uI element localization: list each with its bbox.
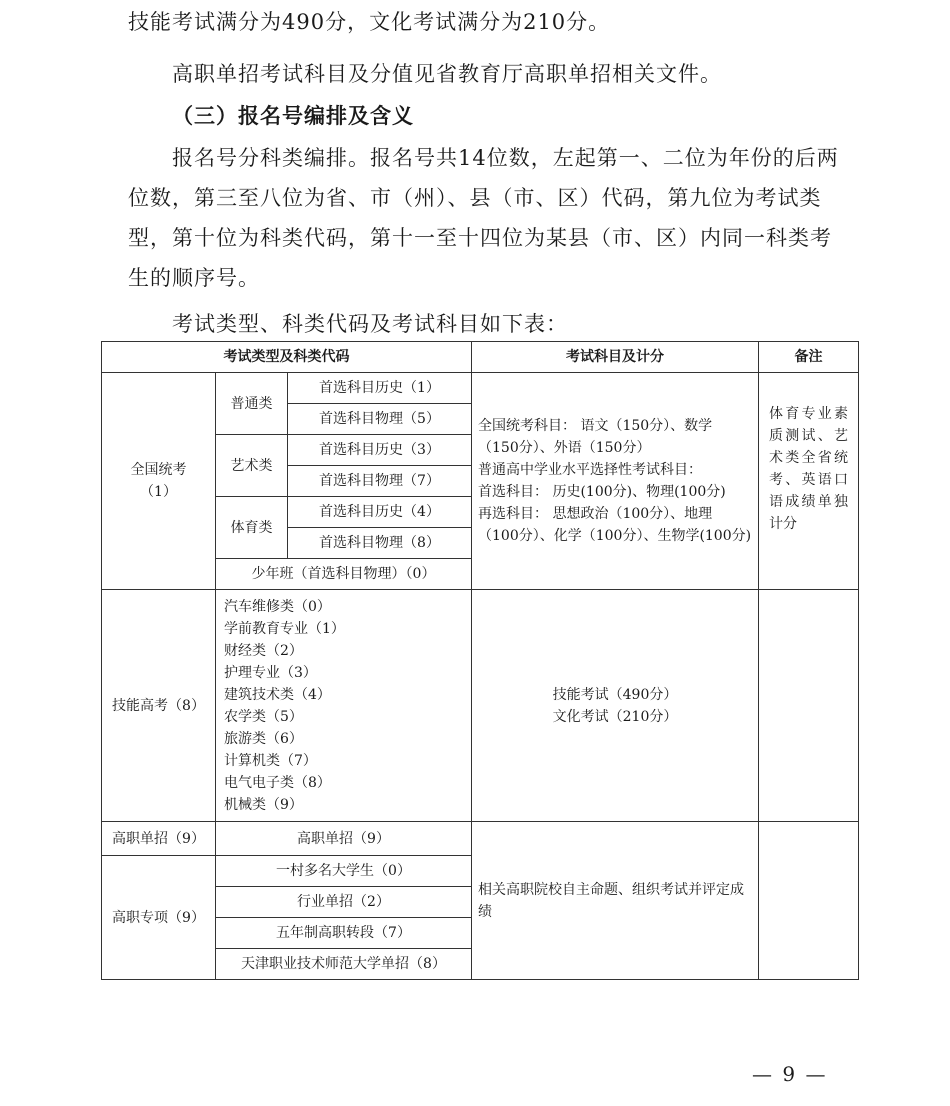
special-item: 一村多名大学生（0） [216, 856, 472, 887]
national-exam-name: 全国统考 [130, 462, 187, 478]
skills-category: 财经类（2） [224, 642, 303, 659]
national-notes-text: 体育专业素质测试、艺术类全省统考、英语口语成绩单独计分 [769, 406, 848, 532]
special-item: 天津职业技术师范大学单招（8） [216, 949, 472, 980]
national-notes-cell [759, 373, 859, 590]
option-art-physics: 首选科目物理（7） [288, 466, 472, 497]
national-subjects-line: 全国统考科目： 语文（150分）、数学（150分）、外语（150分） [478, 418, 713, 456]
option-art-history: 首选科目历史（3） [288, 435, 472, 466]
special-item: 五年制高职转段（7） [216, 918, 472, 949]
option-sports-history: 首选科目历史（4） [288, 497, 472, 528]
vocational-notes-cell [759, 822, 859, 980]
option-general-history: 首选科目历史（1） [288, 373, 472, 404]
skills-category: 护理专业（3） [224, 664, 317, 681]
header-subjects: 考试科目及计分 [472, 342, 759, 373]
single-exam-name: 高职单招（9） [102, 822, 216, 856]
table-row [102, 590, 859, 822]
skills-exam-name: 技能高考（8） [102, 590, 216, 822]
paragraph-single-exam-note: 高职单招考试科目及分值见省教育厅高职单招相关文件。 [172, 62, 722, 86]
national-subjects-line: 首选科目： 历史(100分)、物理(100分) [478, 484, 726, 500]
paragraph-registration-number: 报名号分科类编排。报名号共14位数，左起第一、二位为年份的后两位数，第三至八位为省、市（州）、县（市、区）代码，第九位为考试类型，第十位为科类代码，第十一至十四位为某县（市、区）内同一科类考生的顺序号。 [128, 146, 839, 290]
option-sports-physics: 首选科目物理（8） [288, 528, 472, 559]
header-notes: 备注 [759, 342, 859, 373]
special-item: 行业单招（2） [216, 887, 472, 918]
paragraph-full-score: 技能考试满分为490分，文化考试满分为210分。 [128, 10, 611, 34]
national-exam-code: （1） [140, 484, 177, 500]
skills-category: 计算机类（7） [224, 752, 317, 769]
table-row [102, 373, 859, 404]
national-subjects-cell [472, 373, 759, 590]
page-number: — 9 — [752, 1062, 828, 1086]
group-general: 普通类 [216, 373, 288, 435]
skills-category: 汽车维修类（0） [224, 598, 331, 615]
skills-category: 建筑技术类（4） [224, 686, 331, 703]
table-row [102, 822, 859, 856]
skills-subject: 技能考试（490分） [552, 686, 678, 703]
group-art: 艺术类 [216, 435, 288, 497]
special-exam-name: 高职专项（9） [102, 856, 216, 980]
option-junior-class: 少年班（首选科目物理）（0） [216, 559, 472, 590]
skills-category: 农学类（5） [224, 708, 303, 725]
national-exam-cell [102, 373, 216, 590]
skills-notes-cell [759, 590, 859, 822]
skills-subjects-cell [472, 590, 759, 822]
national-subjects-line: 再选科目： 思想政治（100分）、地理（100分）、化学（100分）、生物学(100分) [478, 506, 752, 544]
skills-category: 电气电子类（8） [224, 774, 331, 791]
table-header-row [102, 342, 859, 373]
skills-category: 旅游类（6） [224, 730, 303, 747]
header-exam-type: 考试类型及科类代码 [102, 342, 472, 373]
vocational-subjects-cell [472, 822, 759, 980]
option-general-physics: 首选科目物理（5） [288, 404, 472, 435]
national-subjects-line: 普通高中学业水平选择性考试科目： [478, 462, 702, 478]
section-heading: （三）报名号编排及含义 [172, 103, 414, 128]
group-sports: 体育类 [216, 497, 288, 559]
skills-subject: 文化考试（210分） [552, 708, 678, 725]
skills-category: 机械类（9） [224, 796, 303, 813]
vocational-subjects-text: 相关高职院校自主命题、组织考试并评定成绩 [478, 881, 744, 920]
exam-subjects-table [101, 341, 859, 980]
skills-category: 学前教育专业（1） [224, 620, 345, 637]
paragraph-table-intro: 考试类型、科类代码及考试科目如下表： [172, 312, 568, 336]
single-exam-item: 高职单招（9） [216, 822, 472, 856]
skills-categories-cell [216, 590, 472, 822]
